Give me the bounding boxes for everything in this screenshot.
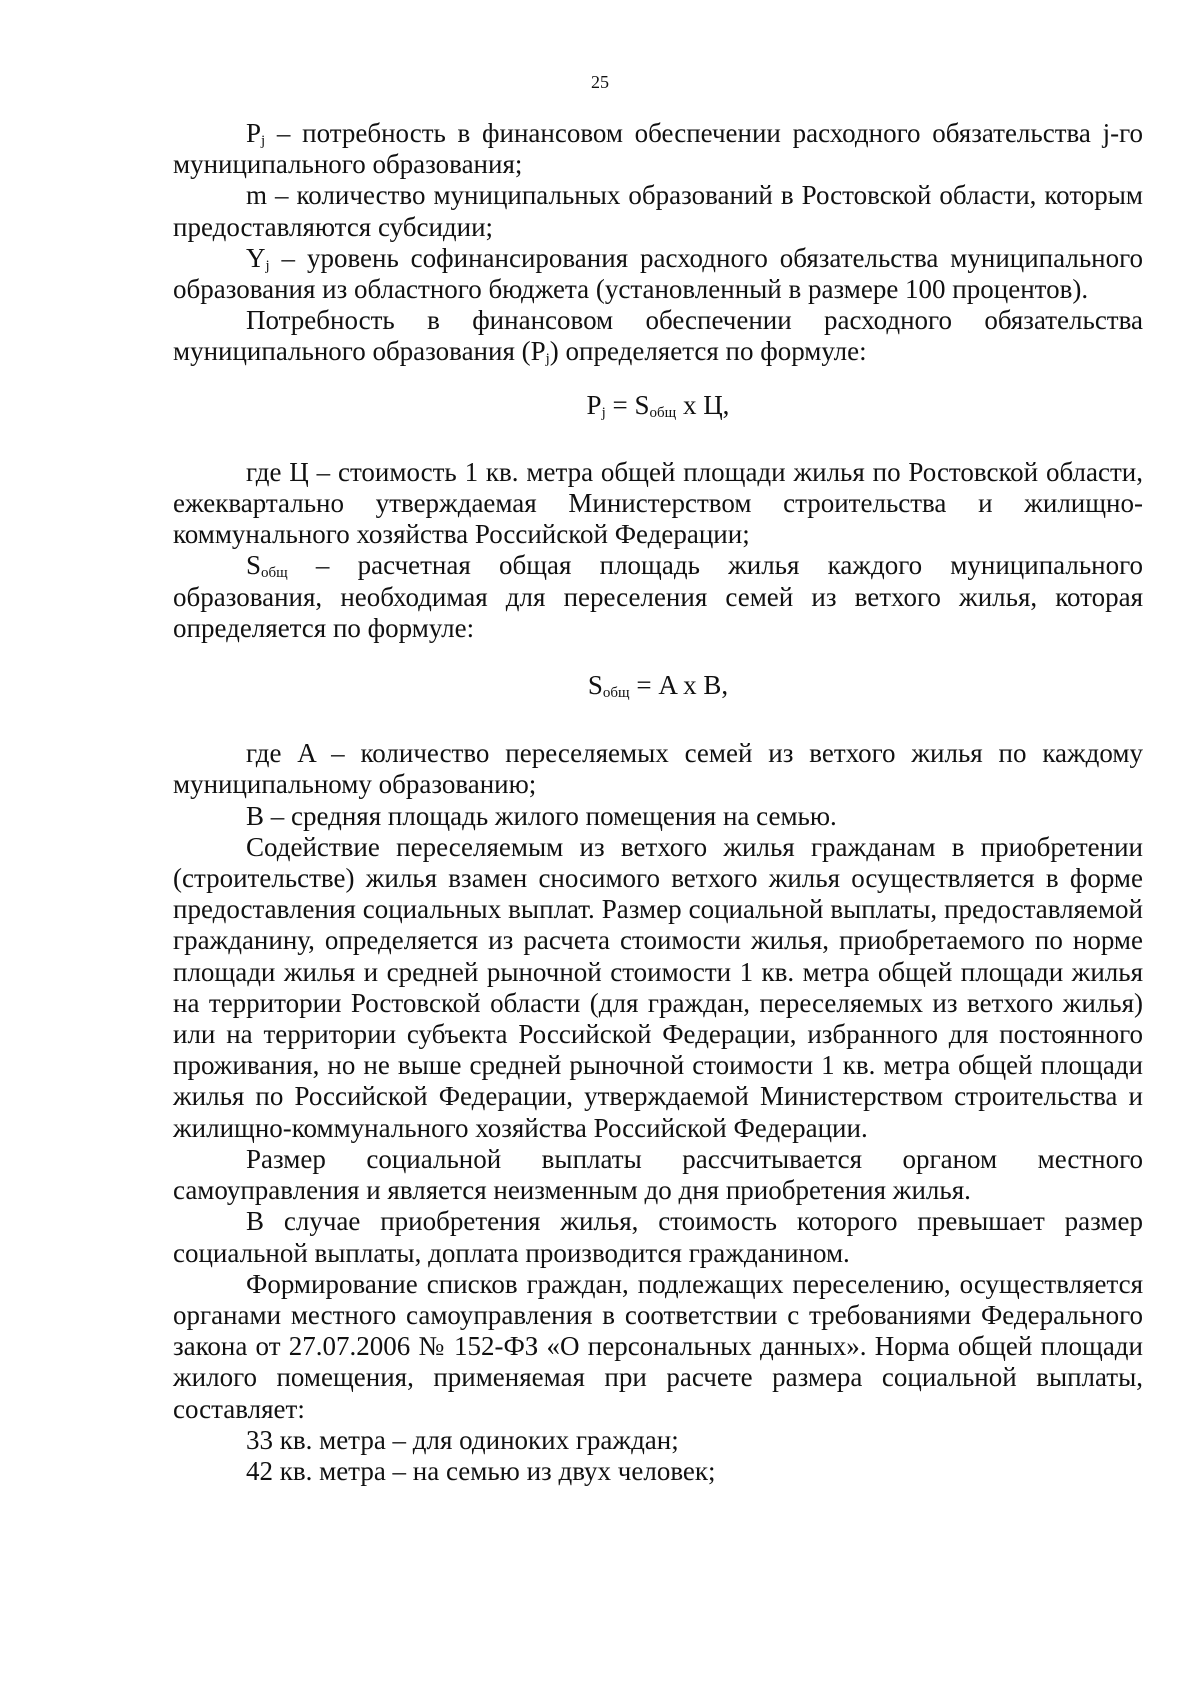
- symbol-p: P: [246, 118, 262, 148]
- paragraph-b-definition: B – средняя площадь жилого помещения на семью.: [246, 800, 837, 831]
- definition-text: – потребность в финансовом обеспечении расходного обязательства j-го муниципального образования;: [173, 118, 1143, 180]
- paragraph-norm-single: 33 кв. метра – для одиноких граждан;: [246, 1424, 679, 1455]
- paragraph-c-definition: где Ц – стоимость 1 кв. метра общей площади жилья по Ростовской области, ежеквартально утверждаемая Министерством строительства и жилищно-коммунального хозяйства Российской Федерации;: [173, 456, 1143, 550]
- paragraph-lists: Формирование списков граждан, подлежащих переселению, осуществляется органами местного самоуправления в соответствии с требованиями Федерального закона от 27.07.2006 № 152-ФЗ «О персональных данных». Норма общей площади жилого помещения, применяемая при расчете размера социальной выплаты, составляет:: [173, 1268, 1143, 1424]
- definition-text: – уровень софинансирования расходного обязательства муниципального образования из областного бюджета (установленный в размере 100 процентов).: [173, 242, 1143, 305]
- formula-rhs: = A x B,: [629, 670, 729, 701]
- document-body: [173, 118, 1143, 1487]
- paragraph-text: Потребность в финансовом обеспечении расходного обязательства муниципального образования (P: [173, 305, 1143, 367]
- formula-rhs: x Ц,: [676, 389, 730, 420]
- paragraph-assistance: Содействие переселяемым из ветхого жилья гражданам в приобретении (строительстве) жилья взамен сносимого ветхого жилья осуществляется в форме предоставления социальных выплат. Размер социальной выплаты, предоставляемой гражданину, определяется из расчета стоимости жилья, приобретаемого по норме площади жилья и средней рыночной стоимости 1 кв. метра общей площади жилья на территории Ростовской области (для граждан, переселяемых из ветхого жилья) или на территории субъекта Российской Федерации, избранного для постоянного проживания, но не выше средней рыночной стоимости 1 кв. метра общей площади жилья по Российской Федерации, утверждаемой Министерством строительства и жилищно-коммунального хозяйства Российской Федерации.: [173, 831, 1143, 1143]
- paragraph-a-definition: где A – количество переселяемых семей из ветхого жилья по каждому муниципальному образованию;: [173, 738, 1143, 800]
- symbol-s: S: [246, 550, 262, 581]
- symbol-subscript: j: [265, 257, 270, 274]
- formula-pj: [173, 390, 1143, 421]
- paragraph-surcharge: В случае приобретения жилья, стоимость которого превышает размер социальной выплаты, доплата производится гражданином.: [173, 1206, 1143, 1268]
- symbol-subscript: j: [545, 351, 550, 368]
- formula-lhs: P: [586, 389, 602, 420]
- paragraph-payment-size: Размер социальной выплаты рассчитывается органом местного самоуправления и является неизменным до дня приобретения жилья.: [173, 1143, 1143, 1206]
- paragraph-pj-definition: [173, 118, 1143, 180]
- symbol-y: Y: [246, 242, 266, 273]
- paragraph-m-definition: m – количество муниципальных образований в Ростовской области, которым предоставляются субсидии;: [173, 180, 1143, 242]
- definition-text: – расчетная общая площадь жилья каждого муниципального образования, необходимая для переселения семей из ветхого жилья, которая определяется по формуле:: [173, 550, 1143, 643]
- formula-eq: = S: [605, 389, 650, 420]
- page-number: 25: [591, 72, 609, 92]
- paragraph-text: ) определяется по формуле:: [549, 336, 867, 367]
- formula-lhs-subscript: общ: [602, 685, 630, 702]
- paragraph-s-definition: [173, 550, 1143, 644]
- formula-s: [173, 670, 1143, 701]
- symbol-subscript: j: [261, 133, 266, 149]
- symbol-subscript: общ: [261, 565, 288, 582]
- paragraph-need-formula-intro: [173, 305, 1143, 367]
- formula-lhs: S: [587, 670, 603, 701]
- formula-lhs-subscript: j: [601, 404, 606, 421]
- paragraph-yj-definition: [173, 243, 1143, 305]
- formula-s-subscript: общ: [649, 404, 677, 421]
- paragraph-norm-two: 42 кв. метра – на семью из двух человек;: [246, 1455, 716, 1486]
